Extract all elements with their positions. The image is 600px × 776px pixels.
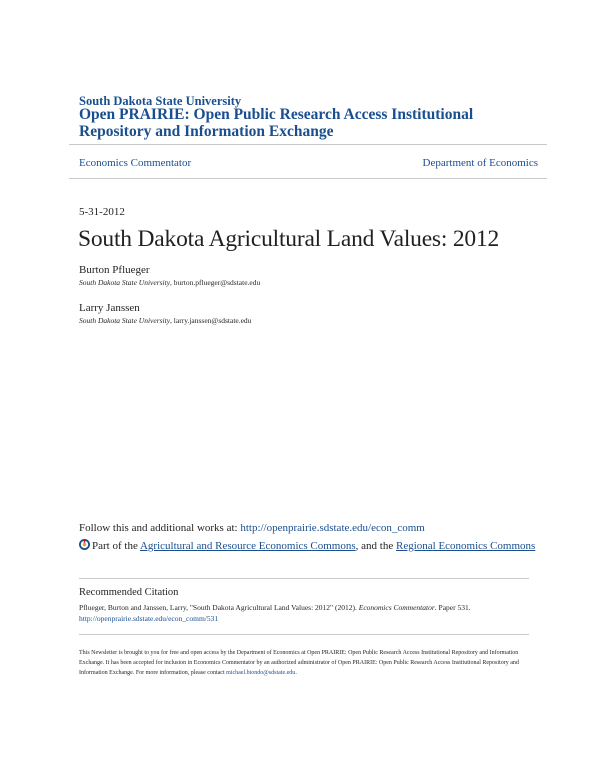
institution-name: South Dakota State University [79, 94, 242, 108]
part-of-line [79, 539, 539, 553]
header-divider [69, 144, 547, 145]
citation-paper: . Paper 531. [434, 603, 471, 612]
citation-journal: Economics Commentator [358, 603, 435, 612]
author-name: Burton Pflueger [79, 264, 150, 276]
notice-divider [79, 634, 529, 635]
citation-text-block [79, 602, 539, 624]
commons-link-regional[interactable]: Regional Economics Commons [395, 540, 536, 552]
notice-text: This Newsletter is brought to you for free and open access by the Department of Economics at Open PRAIRIE: Open Public Research Access Institutional Repository and Information Exchange. It has been accepted for inclusion in Economics Commentator by an authorized administrator of Open PRAIRIE: Open Public Research Access Institutional Repository and Information Exchange. For more information, please contact [79, 650, 519, 676]
network-icon [79, 539, 90, 550]
author-affiliation-line [79, 278, 260, 287]
paper-title: South Dakota Agricultural Land Values: 2012 [78, 226, 500, 252]
repository-name: Open PRAIRIE: Open Public Research Access Institutional Repository and Information Exchange [79, 106, 474, 140]
notice-end: . [295, 670, 297, 676]
citation-divider [79, 578, 529, 579]
publication-date: 5-31-2012 [79, 206, 125, 218]
collection-link[interactable]: http://openprairie.sdstate.edu/econ_comm [240, 522, 425, 534]
citation-text: Pflueger, Burton and Janssen, Larry, "South Dakota Agricultural Land Values: 2012" (2012). [79, 603, 359, 612]
commons-link-agricultural[interactable]: Agricultural and Resource Economics Commons [139, 540, 356, 552]
citation-heading: Recommended Citation [79, 587, 179, 598]
author-block-2 [79, 302, 251, 325]
comma-separator: , [170, 278, 174, 287]
part-of-middle: , and the [355, 540, 396, 552]
access-notice [79, 648, 529, 678]
follow-line [79, 522, 425, 534]
follow-text: Follow this and additional works at: [79, 522, 241, 534]
author-email: larry.janssen@sdstate.edu [173, 316, 252, 325]
department-link[interactable]: Department of Economics [422, 157, 538, 169]
comma-separator: , [170, 316, 174, 325]
author-email: burton.pflueger@sdstate.edu [173, 278, 261, 287]
author-block-1 [79, 264, 260, 287]
author-affiliation: South Dakota State University [79, 278, 171, 287]
author-name: Larry Janssen [79, 302, 140, 314]
part-of-prefix: Part of the [92, 540, 140, 552]
citation-url[interactable]: http://openprairie.sdstate.edu/econ_comm/531 [79, 614, 219, 623]
nav-divider [69, 178, 547, 179]
author-affiliation-line [79, 316, 251, 325]
author-affiliation: South Dakota State University [79, 316, 171, 325]
contact-email-link[interactable]: michael.biondo@sdstate.edu [226, 670, 296, 676]
series-link[interactable]: Economics Commentator [79, 157, 192, 169]
